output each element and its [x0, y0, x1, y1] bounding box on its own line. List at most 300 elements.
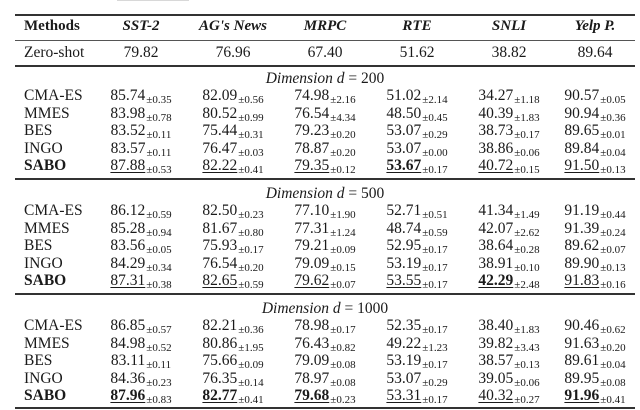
header-yelp: Yelp P. — [574, 18, 616, 34]
score-mean: 53.19 — [386, 352, 422, 370]
score-std: ±0.29 — [422, 129, 448, 142]
method-name: SABO — [24, 387, 67, 405]
score-std: ±0.01 — [600, 129, 626, 142]
header-sst2: SST-2 — [122, 18, 160, 34]
score-mean: 75.66 — [202, 352, 238, 370]
score-std: ±0.23 — [146, 376, 172, 389]
score-cell — [95, 237, 187, 256]
score-std: ±0.41 — [238, 394, 264, 407]
score-cell — [187, 352, 279, 371]
score-mean: 91.50 — [564, 157, 600, 175]
score-mean: 48.74 — [386, 219, 422, 237]
score-mean: 76.54 — [202, 254, 238, 272]
score-mean: 39.05 — [478, 369, 514, 387]
table-row — [15, 317, 635, 335]
score-cell — [371, 105, 463, 124]
score-mean: 76.35 — [202, 369, 238, 387]
score-mean: 82.22 — [202, 157, 238, 175]
score-cell — [95, 335, 187, 354]
score-cell — [463, 352, 555, 371]
top-rule — [15, 14, 635, 16]
score-cell — [95, 87, 187, 106]
table-row — [15, 272, 635, 290]
header-row — [15, 18, 635, 36]
score-std: ±0.13 — [600, 164, 626, 177]
score-cell — [279, 335, 371, 354]
score-std: ±0.08 — [600, 376, 626, 389]
score-std: ±0.82 — [330, 341, 356, 354]
bottom-rule — [15, 407, 635, 409]
score-std: ±2.62 — [514, 226, 540, 239]
score-cell — [187, 387, 279, 406]
score-std: ±0.31 — [238, 129, 264, 142]
score-cell — [555, 352, 635, 371]
score-cell — [279, 140, 371, 159]
score-std: ±0.15 — [514, 164, 540, 177]
score-mean: 49.22 — [386, 334, 422, 352]
score-std: ±1.24 — [330, 226, 356, 239]
score-cell — [187, 220, 279, 239]
table-row — [15, 140, 635, 158]
score-cell — [371, 157, 463, 176]
score-std: ±0.28 — [514, 244, 540, 257]
score-std: ±0.20 — [330, 129, 356, 142]
score-mean: 91.83 — [564, 272, 600, 290]
score-std: ±1.95 — [238, 341, 264, 354]
method-name: MMES — [24, 219, 70, 237]
header-rule — [15, 40, 635, 41]
score-mean: 90.46 — [564, 317, 600, 334]
score-cell — [555, 140, 635, 159]
score-mean: 82.21 — [202, 317, 238, 334]
score-cell — [555, 202, 635, 221]
score-cell — [463, 202, 555, 221]
score-std: ±0.17 — [422, 279, 448, 292]
header-agnews: AG's News — [199, 18, 267, 34]
method-name: CMA-ES — [24, 317, 83, 334]
zero-shot-row — [15, 44, 635, 62]
score-cell — [371, 335, 463, 354]
score-std: ±2.48 — [514, 279, 540, 292]
table-row — [15, 237, 635, 255]
score-mean: 89.84 — [564, 139, 600, 157]
score-std: ±1.83 — [514, 111, 540, 124]
top-crop-mark — [117, 0, 189, 1]
score-cell — [555, 272, 635, 291]
score-std: ±0.07 — [600, 244, 626, 257]
method-name: CMA-ES — [24, 202, 83, 219]
zero-shot-value: 79.82 — [123, 44, 159, 61]
score-cell — [463, 157, 555, 176]
score-cell — [463, 122, 555, 141]
score-mean: 82.65 — [202, 272, 238, 290]
score-mean: 53.07 — [386, 139, 422, 157]
score-cell — [555, 122, 635, 141]
score-cell — [371, 220, 463, 239]
score-cell — [463, 255, 555, 274]
score-std: ±0.53 — [146, 164, 172, 177]
score-cell — [555, 105, 635, 124]
score-std: ±0.14 — [238, 376, 264, 389]
score-std: ±2.14 — [422, 94, 448, 106]
score-mean: 87.88 — [110, 157, 146, 175]
score-mean: 84.98 — [110, 334, 146, 352]
score-mean: 53.55 — [386, 272, 422, 290]
score-mean: 40.72 — [478, 157, 514, 175]
score-mean: 83.11 — [110, 352, 146, 370]
zero-shot-value: 76.96 — [215, 44, 251, 61]
score-mean: 52.35 — [386, 317, 422, 334]
score-mean: 90.57 — [564, 87, 600, 104]
score-std: ±0.16 — [600, 279, 626, 292]
zero-shot-label: Zero-shot — [24, 44, 85, 61]
score-mean: 53.07 — [386, 369, 422, 387]
score-mean: 79.23 — [294, 122, 330, 140]
score-std: ±0.11 — [146, 146, 172, 159]
score-cell — [463, 272, 555, 291]
score-mean: 89.95 — [564, 369, 600, 387]
section-title — [15, 300, 635, 318]
score-mean: 78.87 — [294, 139, 330, 157]
score-std: ±0.06 — [514, 376, 540, 389]
score-std: ±0.59 — [238, 279, 264, 292]
score-mean: 80.52 — [202, 104, 238, 122]
score-cell — [95, 157, 187, 176]
score-mean: 85.28 — [110, 219, 146, 237]
table-row — [15, 105, 635, 123]
score-cell — [279, 202, 371, 221]
score-std: ±0.05 — [600, 94, 626, 106]
score-mean: 83.52 — [110, 122, 146, 140]
score-cell — [371, 122, 463, 141]
score-mean: 75.93 — [202, 237, 238, 255]
score-cell — [371, 202, 463, 221]
score-std: ±0.41 — [238, 164, 264, 177]
method-name: INGO — [24, 254, 63, 272]
score-mean: 79.21 — [294, 237, 330, 255]
score-std: ±0.45 — [422, 111, 448, 124]
score-mean: 78.98 — [294, 317, 330, 334]
score-mean: 79.62 — [294, 272, 330, 290]
score-std: ±1.90 — [330, 209, 356, 221]
score-std: ±0.17 — [514, 129, 540, 142]
score-cell — [95, 370, 187, 389]
score-cell — [187, 317, 279, 336]
score-cell — [279, 370, 371, 389]
score-mean: 76.47 — [202, 139, 238, 157]
score-cell — [187, 122, 279, 141]
score-cell — [95, 220, 187, 239]
score-mean: 74.98 — [294, 87, 330, 104]
score-cell — [279, 122, 371, 141]
score-mean: 42.29 — [478, 272, 514, 290]
score-cell — [371, 272, 463, 291]
score-mean: 91.96 — [564, 387, 600, 405]
score-std: ±2.16 — [330, 94, 356, 106]
method-name: MMES — [24, 334, 70, 352]
score-mean: 87.96 — [110, 387, 146, 405]
section-title-value: = 500 — [344, 185, 385, 202]
score-cell — [187, 272, 279, 291]
score-mean: 90.94 — [564, 104, 600, 122]
score-mean: 85.74 — [110, 87, 146, 104]
score-cell — [279, 105, 371, 124]
method-name: BES — [24, 122, 53, 140]
score-std: ±0.27 — [514, 394, 540, 407]
score-cell — [463, 387, 555, 406]
score-std: ±0.17 — [238, 244, 264, 257]
score-mean: 76.43 — [294, 334, 330, 352]
score-cell — [371, 370, 463, 389]
score-cell — [187, 370, 279, 389]
zero-shot-value: 67.40 — [307, 44, 343, 61]
score-cell — [95, 105, 187, 124]
score-std: ±0.36 — [238, 324, 264, 336]
score-mean: 79.68 — [294, 387, 330, 405]
score-std: ±4.34 — [330, 111, 356, 124]
method-name: SABO — [24, 157, 67, 175]
score-std: ±0.10 — [514, 261, 540, 274]
score-cell — [555, 255, 635, 274]
score-mean: 82.77 — [202, 387, 238, 405]
score-std: ±0.17 — [330, 324, 356, 336]
score-cell — [279, 87, 371, 106]
score-cell — [187, 255, 279, 274]
score-std: ±1.23 — [422, 341, 448, 354]
score-mean: 42.07 — [478, 219, 514, 237]
score-cell — [371, 237, 463, 256]
score-std: ±0.20 — [238, 261, 264, 274]
score-std: ±0.59 — [422, 226, 448, 239]
table-row — [15, 352, 635, 370]
table-row — [15, 202, 635, 220]
score-cell — [555, 387, 635, 406]
score-cell — [187, 140, 279, 159]
score-cell — [279, 272, 371, 291]
score-std: ±0.34 — [146, 261, 172, 274]
score-cell — [279, 317, 371, 336]
score-mean: 83.56 — [110, 237, 146, 255]
score-cell — [187, 87, 279, 106]
score-std: ±0.52 — [146, 341, 172, 354]
header-rte: RTE — [402, 18, 432, 34]
score-std: ±0.99 — [238, 111, 264, 124]
score-std: ±0.04 — [600, 359, 626, 372]
score-mean: 89.65 — [564, 122, 600, 140]
score-std: ±0.17 — [422, 261, 448, 274]
score-cell — [95, 317, 187, 336]
score-mean: 91.39 — [564, 219, 600, 237]
score-cell — [279, 255, 371, 274]
score-cell — [279, 352, 371, 371]
method-name: SABO — [24, 272, 67, 290]
score-mean: 51.02 — [386, 87, 422, 104]
section-rule — [15, 293, 635, 295]
score-cell — [187, 157, 279, 176]
table-row — [15, 157, 635, 175]
score-cell — [555, 370, 635, 389]
score-cell — [371, 140, 463, 159]
score-mean: 83.98 — [110, 104, 146, 122]
score-cell — [371, 387, 463, 406]
table-row — [15, 255, 635, 273]
score-std: ±0.17 — [422, 394, 448, 407]
zero-shot-rule — [15, 65, 635, 67]
score-std: ±0.62 — [600, 324, 626, 336]
score-mean: 83.57 — [110, 139, 146, 157]
score-std: ±0.11 — [146, 129, 172, 142]
method-name: BES — [24, 237, 53, 255]
score-mean: 77.31 — [294, 219, 330, 237]
score-std: ±0.57 — [146, 324, 172, 336]
score-cell — [463, 335, 555, 354]
score-mean: 76.54 — [294, 104, 330, 122]
score-std: ±0.17 — [422, 164, 448, 177]
score-std: ±1.83 — [514, 324, 540, 336]
score-cell — [371, 317, 463, 336]
score-cell — [95, 140, 187, 159]
score-std: ±0.20 — [330, 146, 356, 159]
score-std: ±0.20 — [600, 341, 626, 354]
score-std: ±0.59 — [146, 209, 172, 221]
score-mean: 82.50 — [202, 202, 238, 219]
score-cell — [463, 370, 555, 389]
score-std: ±1.18 — [514, 94, 540, 106]
method-name: INGO — [24, 139, 63, 157]
method-name: INGO — [24, 369, 63, 387]
score-std: ±0.94 — [146, 226, 172, 239]
score-std: ±0.23 — [238, 209, 264, 221]
score-mean: 41.34 — [478, 202, 514, 219]
score-cell — [463, 140, 555, 159]
method-name: BES — [24, 352, 53, 370]
score-mean: 79.35 — [294, 157, 330, 175]
score-std: ±0.09 — [330, 244, 356, 257]
score-mean: 38.91 — [478, 254, 514, 272]
zero-shot-value: 38.82 — [491, 44, 527, 61]
section-title — [15, 185, 635, 203]
score-std: ±0.17 — [422, 359, 448, 372]
method-name: MMES — [24, 104, 70, 122]
score-std: ±3.43 — [514, 341, 540, 354]
table-row — [15, 122, 635, 140]
score-std: ±0.08 — [330, 376, 356, 389]
score-std: ±0.13 — [600, 261, 626, 274]
score-std: ±0.03 — [238, 146, 264, 159]
score-std: ±0.24 — [600, 226, 626, 239]
score-mean: 53.07 — [386, 122, 422, 140]
score-cell — [463, 220, 555, 239]
score-std: ±0.29 — [422, 376, 448, 389]
score-cell — [187, 237, 279, 256]
score-cell — [187, 335, 279, 354]
score-mean: 91.19 — [564, 202, 600, 219]
score-mean: 38.64 — [478, 237, 514, 255]
section-rule — [15, 178, 635, 180]
score-cell — [555, 87, 635, 106]
score-mean: 52.95 — [386, 237, 422, 255]
score-cell — [95, 352, 187, 371]
score-cell — [95, 255, 187, 274]
score-cell — [371, 255, 463, 274]
score-mean: 86.12 — [110, 202, 146, 219]
score-mean: 84.29 — [110, 254, 146, 272]
table-row — [15, 220, 635, 238]
score-std: ±0.08 — [330, 359, 356, 372]
score-mean: 53.67 — [386, 157, 422, 175]
score-std: ±0.11 — [146, 359, 172, 372]
section-title-value: = 200 — [344, 70, 385, 87]
table-row — [15, 387, 635, 405]
score-std: ±0.41 — [600, 394, 626, 407]
score-cell — [463, 237, 555, 256]
score-mean: 53.19 — [386, 254, 422, 272]
score-std: ±0.36 — [600, 111, 626, 124]
score-cell — [555, 157, 635, 176]
zero-shot-value: 89.64 — [577, 44, 613, 61]
score-mean: 89.62 — [564, 237, 600, 255]
score-cell — [95, 122, 187, 141]
score-std: ±0.09 — [238, 359, 264, 372]
score-cell — [555, 317, 635, 336]
score-cell — [555, 335, 635, 354]
score-mean: 77.10 — [294, 202, 330, 219]
score-mean: 39.82 — [478, 334, 514, 352]
score-mean: 38.73 — [478, 122, 514, 140]
header-snli: SNLI — [491, 18, 527, 34]
score-cell — [187, 105, 279, 124]
section-title-label: Dimension d — [261, 300, 341, 317]
header-methods: Methods — [24, 18, 80, 34]
score-std: ±0.17 — [422, 324, 448, 336]
score-std: ±0.17 — [422, 244, 448, 257]
score-mean: 80.86 — [202, 334, 238, 352]
score-cell — [187, 202, 279, 221]
score-cell — [463, 87, 555, 106]
score-std: ±0.07 — [330, 279, 356, 292]
score-mean: 40.32 — [478, 387, 514, 405]
score-mean: 53.31 — [386, 387, 422, 405]
score-std: ±0.06 — [514, 146, 540, 159]
score-mean: 91.63 — [564, 334, 600, 352]
score-std: ±0.04 — [600, 146, 626, 159]
score-mean: 75.44 — [202, 122, 238, 140]
table-row — [15, 335, 635, 353]
score-cell — [279, 387, 371, 406]
score-std: ±0.51 — [422, 209, 448, 221]
score-std: ±0.44 — [600, 209, 626, 221]
score-std: ±0.13 — [514, 359, 540, 372]
score-mean: 84.36 — [110, 369, 146, 387]
score-mean: 38.40 — [478, 317, 514, 334]
score-std: ±0.83 — [146, 394, 172, 407]
score-cell — [555, 237, 635, 256]
score-std: ±0.56 — [238, 94, 264, 106]
score-cell — [371, 352, 463, 371]
score-std: ±0.15 — [330, 261, 356, 274]
score-mean: 86.85 — [110, 317, 146, 334]
score-cell — [279, 157, 371, 176]
score-std: ±0.38 — [146, 279, 172, 292]
score-mean: 34.27 — [478, 87, 514, 104]
section-title-label: Dimension d — [265, 185, 345, 202]
method-name: CMA-ES — [24, 87, 83, 104]
score-mean: 40.39 — [478, 104, 514, 122]
score-std: ±1.49 — [514, 209, 540, 221]
table-row — [15, 370, 635, 388]
score-std: ±0.00 — [422, 146, 448, 159]
score-cell — [463, 317, 555, 336]
